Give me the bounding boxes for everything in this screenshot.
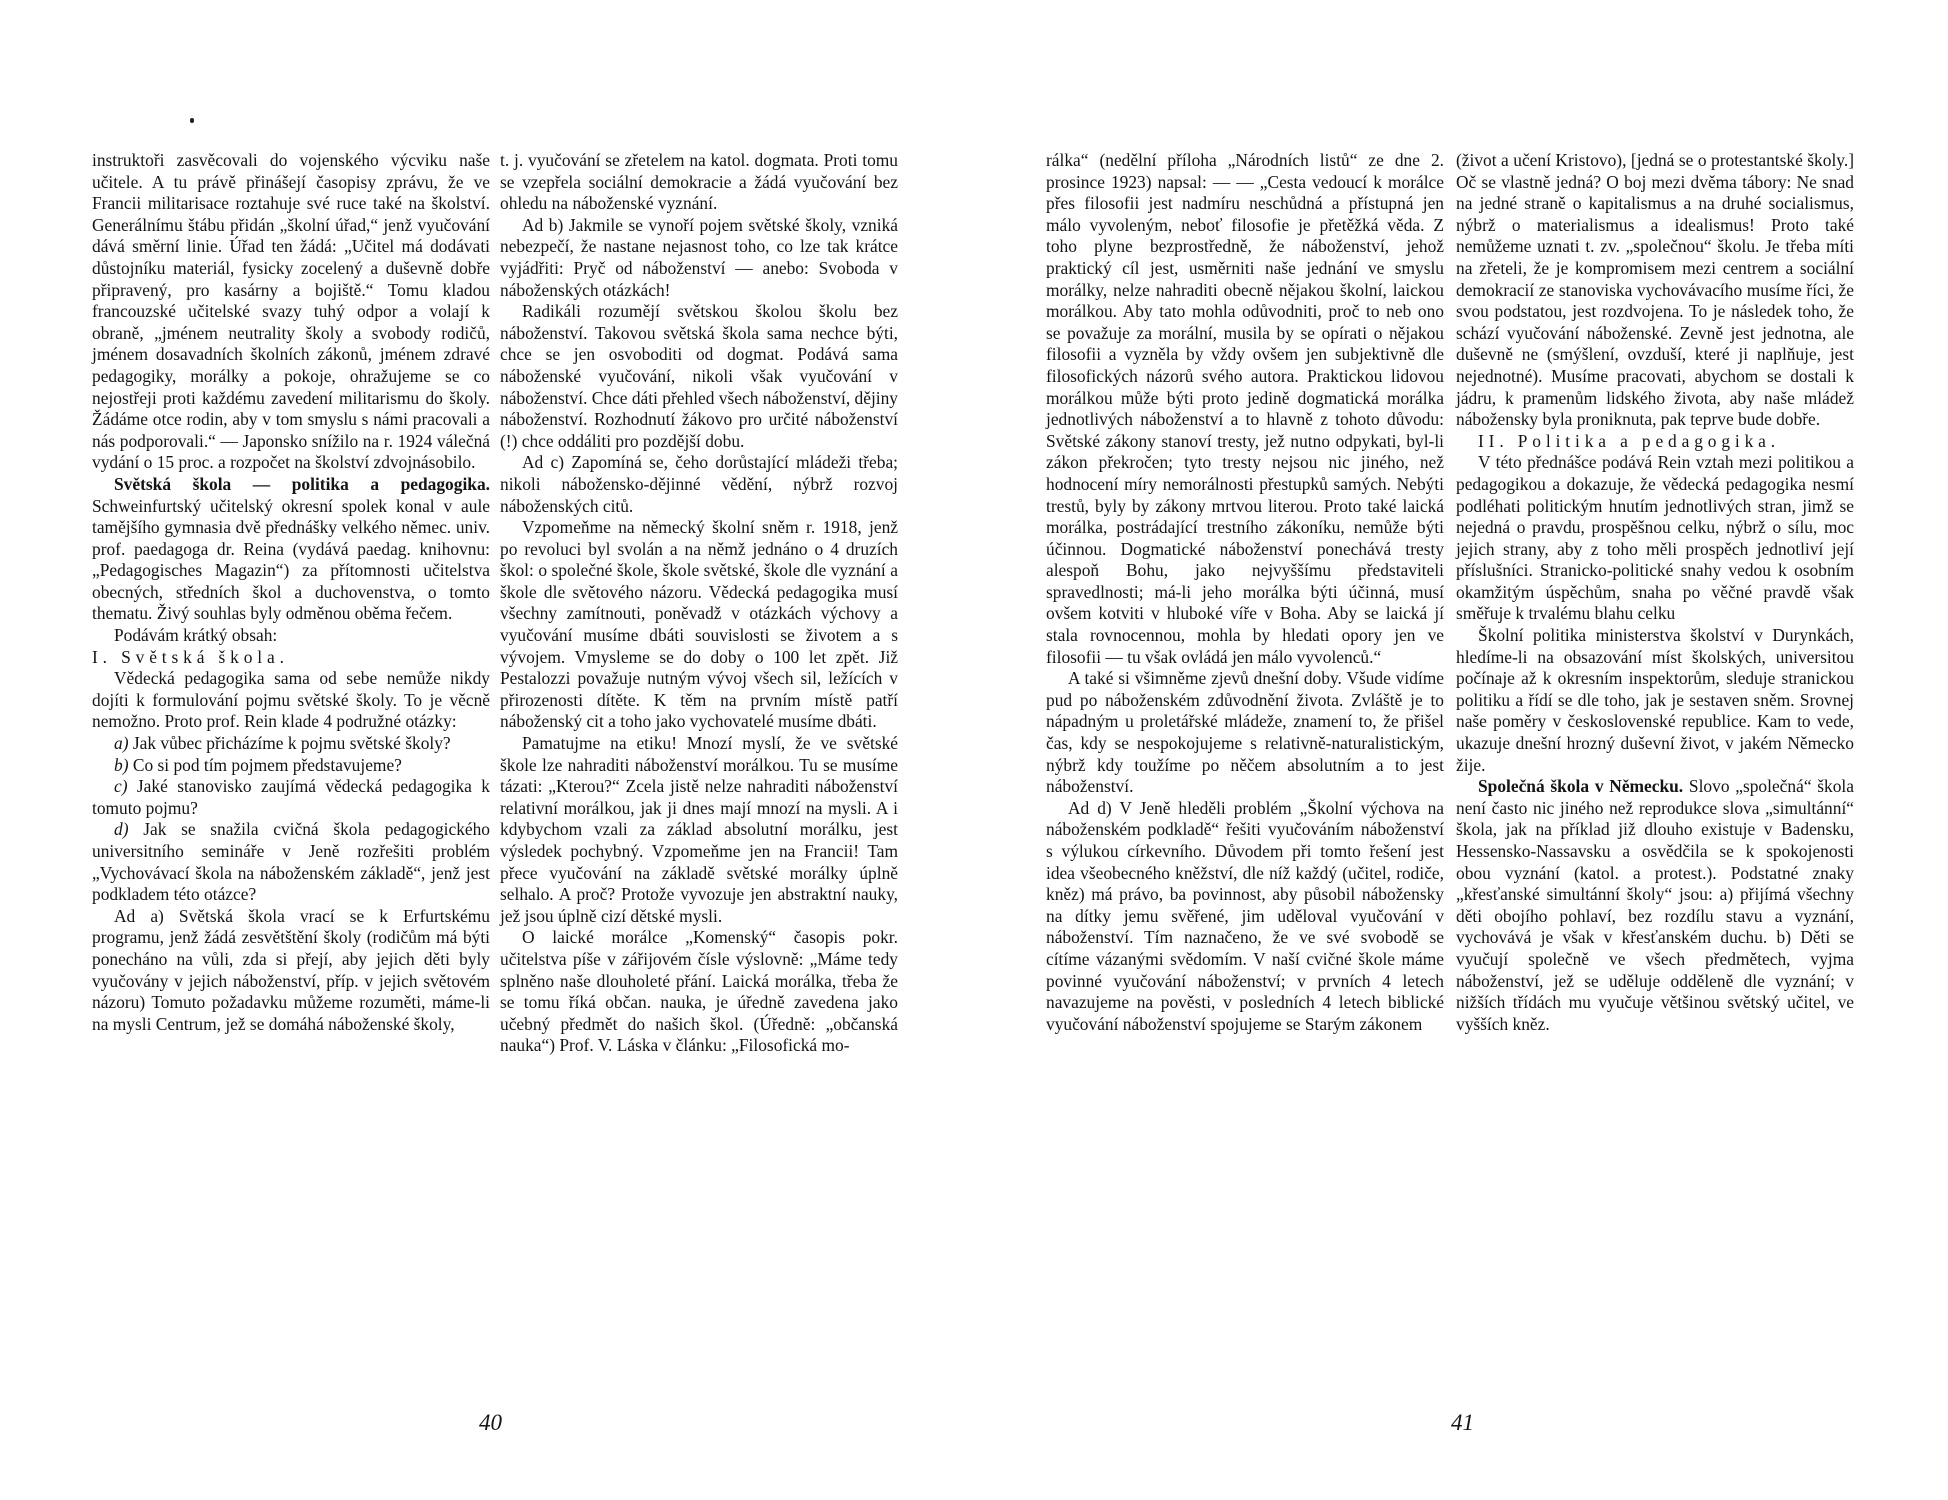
subsection-heading: II. Politika a pedagogika. — [1478, 430, 1780, 451]
right-page — [974, 0, 1948, 1500]
paragraph: Ad b) Jakmile se vynoří pojem světské školy, vzniká nebezpečí, že nastane nejasnost toho, co lze tak krátce vyjádřiti: Pryč od náboženství — anebo: Svoboda v náboženských otázkách! — [500, 214, 898, 300]
page-number: 41 — [1451, 1410, 1474, 1435]
paragraph: V této přednášce podává Rein vztah mezi politikou a pedagogikou a dokazuje, že vědecká pedagogika nesmí podléhati politickým hnutím jednotlivých stran, jimž se nejedná o pravdu, prospěšnou celku, nýbrž o sílu, moc jejich strany, aby z toho měli prospěch jednotliví její příslušníci. Stranicko-politické snahy vedou k osobním okamžitým úspěchům, snaha po věčné pravdě však směřuje k trvalému blahu celku — [1456, 452, 1854, 624]
paragraph: Ad d) V Jeně hleděli problém „Školní výchova na náboženském podkladě“ řešiti vyučováním náboženství s výlukou církevního. Důvodem při tomto řešení jest idea všeobecného kněžství, dle níž každý (učitel, rodiče, kněz) má právo, ba povinnost, aby působil nábožensky na dítky jemu svěřené, jim uděloval vyučování v náboženství. Tím naznačeno, že ve své svobodě se cítíme vázanými svědomím. V naší cvičné škole máme povinné vyučování náboženství; v prvních 4 letech navazujeme na pověsti, v posledních 4 letech biblické vyučování náboženství spojujeme se Starým zákonem — [1046, 797, 1444, 1034]
paragraph: rálka“ (nedělní příloha „Národních listů“ ze dne 2. prosince 1923) napsal: — — „Cesta vedoucí k morálce přes filosofii jest nadmíru neschůdná a přístupná jen málo vyvoleným, neboť filosofie je přetěžká věda. Z toho plyne bezprostředně, že náboženství, jehož praktický cíl jest, usměrniti naše jednání ve smyslu morálky, nelze nahraditi obecně nějakou školní, laickou morálkou. Aby tato mohla odůvodniti, proč to neb ono se považuje za morální, musila by se opírati o nějakou filosofii a vyzněla by vždy ovšem jen subjektivně dle filosofických názorů svého autora. Praktickou lidovou morálkou může býti proto jedině dogmatická morálka jednotlivých náboženství a to hlavně z tohoto důvodu: Světské zákony stanoví tresty, jež nutno odpykati, byl-li zákon překročen; tyto tresty nejsou nic jiného, než hodnocení míry nemorálnosti přestupků samých. Nebýti trestů, byly by zákony mrtvou literou. Proto také laická morálka, postrádající trestního zákoníku, nemůže býti účinnou. Dogmatické náboženství ponechává tresty alespoň Bohu, jako nejvyššímu představiteli spravedlnosti; má-li jeho morálka býti účinná, musí ovšem kotviti v hluboké víře v Boha. Aby se laická jí stala rovnocennou, mohla by hledati opory jen ve filosofii — tu však ovládá jen málo vyvolenců.“ — [1046, 150, 1444, 667]
column-4 — [1456, 150, 1854, 1035]
list-item: b) Co si pod tím pojmem představujeme? — [114, 754, 402, 775]
paragraph: Pamatujme na etiku! Mnozí myslí, že ve světské škole lze nahraditi náboženství morálkou. Tu se musíme tázati: „Kterou?“ Zcela jistě nelze nahraditi náboženství relativní morálkou, jak ji dnes mají mnozí na mysli. A i kdybychom vzali za základ absolutní morálku, jest výsledek pochybný. Vzpomeňme jen na Francii! Tam přece vyučování na základě světské morálky úplně selhalo. A proč? Protože vyvozuje jen abstraktní nauky, jež jsou úplně cizí dětské mysli. — [500, 733, 898, 926]
paragraph: Ad c) Zapomíná se, čeho dorůstající mládeži třeba; nikoli nábožensko-dějinné vědění, nýbrž rozvoj náboženských citů. — [500, 452, 898, 516]
paragraph: t. j. vyučování se zřetelem na katol. dogmata. Proti tomu se vzepřela sociální demokracie a žádá vyučování bez ohledu na náboženské vyznání. — [500, 150, 898, 214]
paragraph: Ad a) Světská škola vrací se k Erfurtskému programu, jenž žádá zesvětštění školy (rodičům má býti ponecháno na vůli, zda si přejí, aby jejich děti byly vyučovány v jejich náboženství, příp. v jejich světovém názoru) Tomuto požadavku můžeme rozuměti, máme-li na mysli Centrum, jež se domáhá náboženské školy, — [92, 905, 490, 1034]
paragraph: Radikáli rozumějí světskou školou školu bez náboženství. Takovou světská škola sama nechce býti, chce se jen osvoboditi od dogmat. Podává sama náboženské vyučování, nikoli však vyučování v náboženství. Chce dáti přehled všech náboženství, dějiny náboženství. Rozhodnutí žákovo pro určité náboženství (!) chce oddáliti pro pozdější dobu. — [500, 301, 898, 451]
section-heading: Společná škola v Německu. — [1478, 776, 1684, 797]
paragraph: Světská škola — politika a pedagogika. Schweinfurtský učitelský okresní spolek konal v aule tamějšího gymnasia dvě přednášky velkého němec. univ. prof. paedagoga dr. Reina (vydává paedag. knihovnu: „Pedagogisches Magazin“) za přítomnosti učitelstva obecných, středních škol a duchovenstva, o tomto thematu. Živý souhlas byly odměnou oběma řečem. — [92, 473, 490, 624]
paragraph: Podávám krátký obsah: — [114, 625, 278, 646]
section-heading: Světská škola — politika a pedagogika. — [114, 473, 490, 494]
paragraph: Společná škola v Německu. Slovo „společná“ škola není často nic jiného než reprodukce slova „simultánní“ škola, jak na příklad již dlouho existuje v Badensku, Hessensko-Nassavsku a osvědčila se k spokojenosti obou vyznání (katol. a protest.). Podstatné znaky „křesťanské simultánní školy“ jsou: a) přijímá všechny děti obojího pohlaví, bez rozdílu stavu a vyznání, vychovává je však v křesťanském duchu. b) Děti se vyučují společně ve všech předmětech, vyjma náboženství, jež se uděluje odděleně dle vyznání; v nižších třídách mu vyučuje většinou světský učitel, ve vyšších kněz. — [1456, 776, 1854, 1034]
paragraph: Vzpomeňme na německý školní sněm r. 1918, jenž po revoluci byl svolán a na němž jednáno o 4 druzích škol: o společné škole, škole světské, škole dle vyznání a škole dle světového názoru. Vědecká pedagogika musí všechny zamítnouti, poněvadž v otázkách výchovy a vyučování musíme dbáti souvislosti se životem a s vývojem. Vmysleme se do doby o 100 let zpět. Již Pestalozzi považuje nutným vývoj všech sil, ležících v přirozenosti dítěte. K těm na prvním místě patří náboženský cit a toho jako vychovatelé musíme dbáti. — [500, 517, 898, 732]
column-1 — [92, 150, 490, 1035]
paragraph: A také si všimněme zjevů dnešní doby. Všude vidíme pud po náboženském zdůvodnění života. Zvláště je to nápadným u proletářské mládeže, znamení to, že přišel čas, kdy se nespokojujeme s relativně-naturalistickým, nýbrž kdy toužíme po něčem absolutním a to jest náboženství. — [1046, 668, 1444, 797]
list-item: a) Jak vůbec přicházíme k pojmu světské školy? — [114, 733, 451, 754]
paragraph: Vědecká pedagogika sama od sebe nemůže nikdy dojíti k formulování pojmu světské školy. To je věcně nemožno. Proto prof. Rein klade 4 podružné otázky: — [92, 668, 490, 732]
subsection-heading: I. Světská škola. — [92, 646, 289, 667]
page-number: 40 — [479, 1410, 502, 1435]
list-item: d) Jak se snažila cvičná škola pedagogického universitního semináře v Jeně rozřešiti problém „Vychovávací škola na náboženském základě“, jenž jest podkladem této otázce? — [92, 819, 490, 905]
column-2 — [500, 150, 898, 1057]
ink-speck — [190, 118, 194, 123]
list-item: c) Jaké stanovisko zaujímá vědecká pedagogika k tomuto pojmu? — [92, 776, 490, 818]
paragraph: (život a učení Kristovo), [jedná se o protestantské školy.] Oč se vlastně jedná? O boj mezi dvěma tábory: Ne snad na jedné straně o kapitalismus a na druhé socialismus, nýbrž o materialismus a idealismus! Proto také nemůžeme uznati t. zv. „společnou“ školu. Je třeba míti na zřeteli, že je kompromisem mezi centrem a sociální demokracií ze stanoviska vychovávacího musíme říci, že svou podstatou, jest rozdvojena. To je následek toho, že schází vyučování náboženské. Zevně jest jednotna, ale duševně ne (smýšlení, ovzduší, které ji naplňuje, jest nejednotné). Musíme pracovati, abychom se dostali k jádru, k pramenům lidského života, aby naše mládež nábožensky byla proniknuta, pak teprve bude dobře. — [1456, 150, 1854, 430]
column-3 — [1046, 150, 1444, 1035]
paragraph: O laické morálce „Komenský“ časopis pokr. učitelstva píše v zářijovém čísle výslovně: „Máme tedy splněno naše dlouholeté přání. Laická morálka, třeba že se tomu říká občan. nauka, je úředně zavedena jako učebný předmět do našich škol. (Úředně: „občanská nauka“) Prof. V. Láska v článku: „Filosofická mo- — [500, 927, 898, 1056]
paragraph: Školní politika ministerstva školství v Durynkách, hledíme-li na obsazování míst školských, universitou počínaje až k okresním inspektorům, sleduje stranickou politiku a řídí se dle toho, jak je sestaven sněm. Srovnej naše poměry v československé republice. Kam to vede, ukazuje dnešní hrozný duševní život, v jakém Německo žije. — [1456, 625, 1854, 775]
paragraph: instruktoři zasvěcovali do vojenského výcviku naše učitele. A tu právě přinášejí časopisy zprávu, že ve Francii militarisace roztahuje své ruce také na školství. Generálnímu štábu přidán „školní úřad,“ jenž vyučování dává směrní linie. Úřad ten žádá: „Učitel má dodávati důstojníku materiál, fysicky zocelený a duševně dobře připravený, pro kasárny a bojiště.“ Tomu kladou francouzské učitelské svazy tuhý odpor a volají k obraně, „jménem neutrality školy a svobody rodičů, jménem dosavadních školních zákonů, jménem zdravé pedagogiky, morálky a pokoje, ohražujeme se co nejostřeji proti každému zavedení militarismu do školy. Žádáme otce rodin, aby v tom smyslu s námi pracovali a nás podporovali.“ — Japonsko snížilo na r. 1924 válečná vydání o 15 proc. a rozpočet na školství zdvojnásobilo. — [92, 150, 490, 473]
